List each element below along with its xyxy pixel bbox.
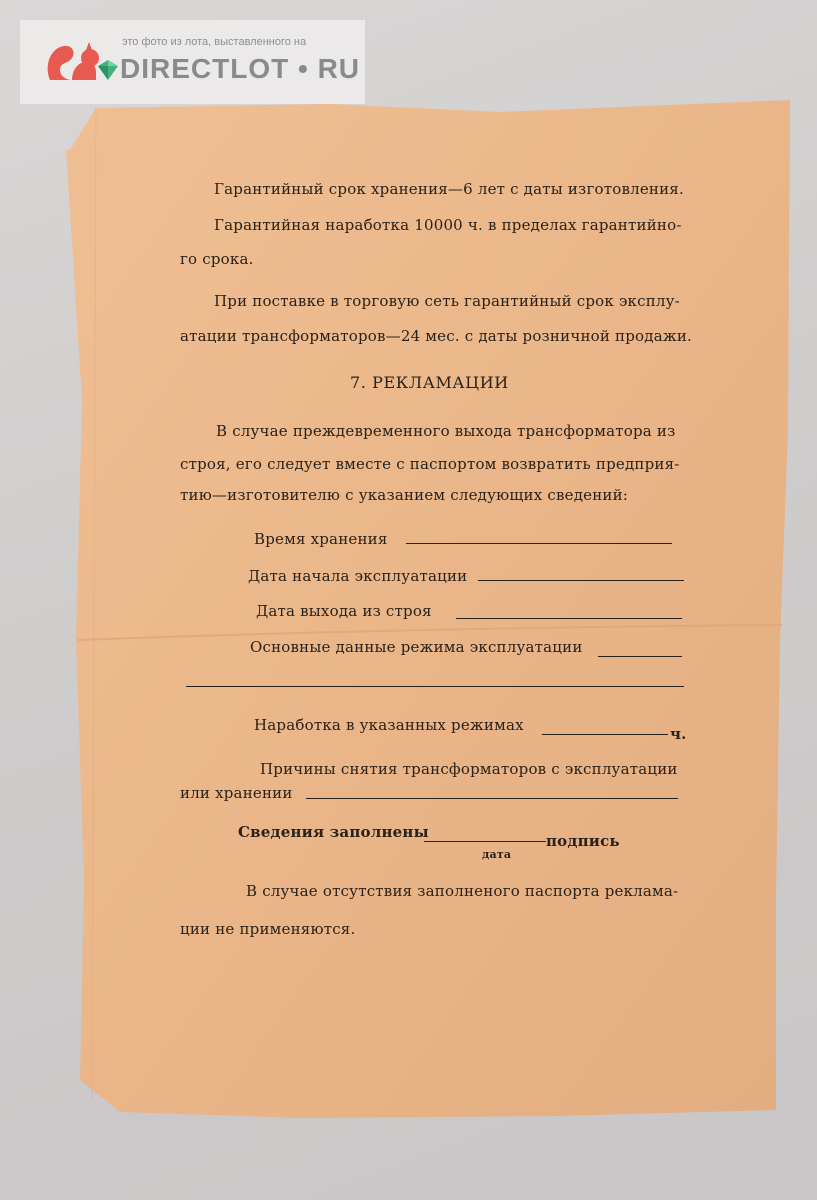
field-line-operating-hours <box>542 734 668 735</box>
field-label-removal-reason: Причины снятия трансформаторов с эксплуатации <box>260 760 678 778</box>
field-line-storage-time <box>406 543 672 544</box>
warranty-hours-line-end: го срока. <box>180 250 254 268</box>
field-label-operation-mode: Основные данные режима эксплуатации <box>250 638 583 656</box>
field-label-operation-start: Дата начала эксплуатации <box>248 567 468 585</box>
closing-line: В случае отсутствия заполненого паспорта реклама- <box>246 882 679 900</box>
warranty-storage-line: Гарантийный срок хранения—6 лет с даты изготовления. <box>214 180 684 198</box>
field-label-storage-time: Время хранения <box>254 530 388 548</box>
field-label-removal-reason-end: или хранении <box>180 784 293 802</box>
field-line-operation-mode <box>598 656 682 657</box>
field-label-filled-by: Сведения заполнены <box>238 823 429 841</box>
section-title-claims: 7. РЕКЛАМАЦИИ <box>350 373 509 392</box>
closing-line-end: ции не применяются. <box>180 920 356 938</box>
retail-warranty-line-end: атации трансформаторов—24 мес. с даты розничной продажи. <box>180 327 693 345</box>
field-line-failure-date <box>456 618 682 619</box>
warranty-hours-line: Гарантийная наработка 10000 ч. в пределах гарантийно- <box>214 216 682 234</box>
field-line-removal-reason <box>306 798 678 799</box>
field-line-date <box>424 841 546 842</box>
field-label-failure-date: Дата выхода из строя <box>256 602 432 620</box>
watermark-caption: это фото из лота, выставленного на <box>122 36 307 48</box>
claims-intro-line: В случае преждевременного выхода трансформатора из <box>216 422 676 440</box>
watermark-banner <box>20 20 365 104</box>
claims-intro-line: тию—изготовителю с указанием следующих сведений: <box>180 486 629 504</box>
squirrel-logo-icon <box>42 36 132 92</box>
field-label-signature: подпись <box>546 832 620 850</box>
watermark-brand: DIRECTLOT • RU <box>120 53 361 84</box>
field-label-date: дата <box>482 848 512 861</box>
claims-intro-line: строя, его следует вместе с паспортом возвратить предприя- <box>180 455 680 473</box>
field-unit-hours: ч. <box>670 725 687 743</box>
field-line-operation-start <box>478 580 684 581</box>
field-label-operating-hours: Наработка в указанных режимах <box>254 716 524 734</box>
field-line-operation-mode-extra <box>186 686 684 687</box>
retail-warranty-line: При поставке в торговую сеть гарантийный срок эксплу- <box>214 292 680 310</box>
